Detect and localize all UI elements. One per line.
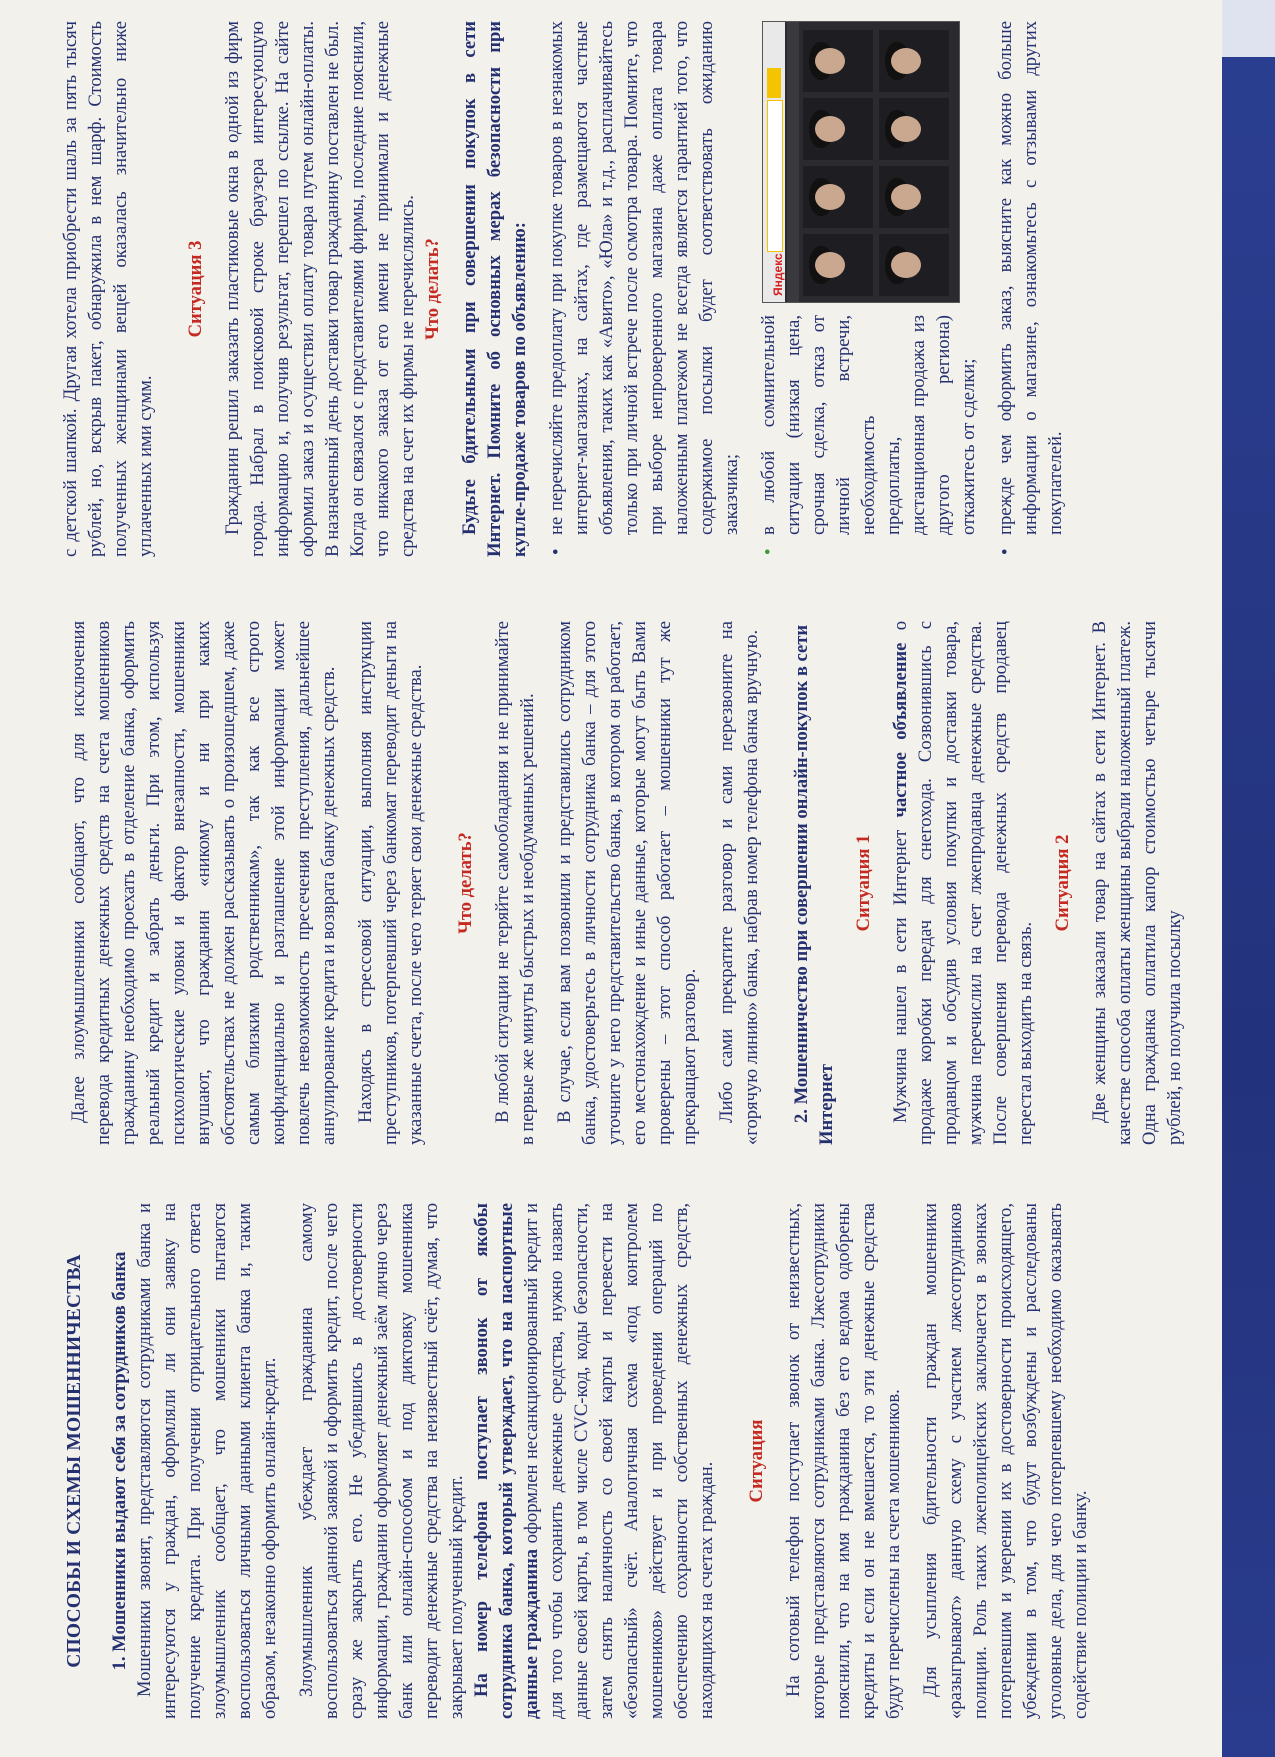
section-2-title: 2. Мошенничество при совершении онлайн-покупок в сети Интернет bbox=[791, 624, 837, 1145]
bold-phrase: частное объявление bbox=[890, 642, 911, 818]
paragraph: Две женщины заказали товар на сайтах в сети Интернет. В качестве способа оплаты женщины выбрали наложенный платеж. Одна гражданка оплатила капор стоимостью четыре тысячи рублей, но получила посылку bbox=[1089, 621, 1185, 1145]
list-item bbox=[993, 21, 1068, 557]
situation-title: Ситуация bbox=[746, 1419, 767, 1503]
paragraph: Гражданин решил заказать пластиковые окна в одной из фирм города. Набрал в поисковой строке браузера интересующую информацию и, получив результат, перешел по ссылке. На сайте оформил заказ и осуществил оплату товара путем онлайн-оплаты. В назначенный день доставки товар гражданину поставлен не был. Когда он связался с представителями фирмы, последние пояснили, что никакого заказа от его имени не принимали и денежные средства на счет их фирмы не перечислялись. bbox=[222, 21, 418, 557]
safety-list-continued bbox=[756, 21, 981, 557]
bold-lead: На номер телефона поступает звонок от якобы сотрудника банка, который утверждает, что на паспортные данные гражданина bbox=[471, 1203, 542, 1719]
section-1-title: 1. Мошенники выдают себя за сотрудников банка bbox=[109, 1251, 130, 1671]
what-to-do-title: Что делать? bbox=[455, 832, 476, 934]
situation-2-title: Ситуация 2 bbox=[1052, 834, 1073, 932]
situation-3-title: Ситуация 3 bbox=[185, 240, 206, 338]
paragraph: Злоумышленник убеждает гражданина самому воспользоваться данной заявкой и оформить кредит, после чего сразу же закрыть его. Не убедившись в достоверности информации, гражданин оформляет денежный заём лично через банк или онлайн-способом и под диктовку мошенника переводит денежные средства на неизвестный счёт, думая, что закрывает полученный кредит. bbox=[296, 1203, 467, 1719]
search-engine-logo: Яндекс bbox=[771, 253, 785, 296]
bullet-icon: • bbox=[995, 548, 1016, 555]
paragraph-with-bold bbox=[888, 621, 1038, 1145]
safety-warning-bold: Будьте бдительными при совершении покупок в сети Интернет. Помните об основных мерах безопасности при купле-продаже товаров по объявлению: bbox=[459, 21, 530, 557]
list-item-text: прежде чем оформить заказ, выясните как можно больше информации о магазине, ознакомьтесь с отзывами других покупателей. bbox=[995, 21, 1066, 535]
main-heading: СПОСОБЫ И СХЕМЫ МОШЕННИЧЕСТВА bbox=[64, 1254, 85, 1668]
list-item-text: в любой сомнительной ситуации (низкая цена, срочная сделка, отказ от личной встречи, необходимость предоплаты, дистанционная продажа из другого региона) откажитесь от сделки; bbox=[758, 315, 979, 535]
panel-online-purchases bbox=[0, 7, 1275, 579]
paragraph: В случае, если вам позвонили и представились сотрудником банка, удостоверьтесь в личности сотрудника банка – для этого уточните у него представительство банка, в котором он работает, его местонахождение и иные данные, которые могут быть Вами проверены – этот способ работает – мошенники тут же прекращают разговор. bbox=[554, 621, 700, 1145]
paragraph: Либо сами прекратите разговор и сами перезвоните на «горячую линию» банка, набрав номер телефона банка вручную. bbox=[716, 621, 762, 1145]
situation-1-title: Ситуация 1 bbox=[853, 834, 874, 932]
paragraph: Находясь в стрессовой ситуации, выполняя инструкции преступников, потерпевший через банкомат переводит деньги на указанные счета, после чего теряет свои денежные средства. bbox=[355, 621, 426, 1145]
paragraph: На сотовый телефон поступает звонок от неизвестных, которые представляются сотрудниками банка. Лжесотрудники пояснили, что на имя гражданина без его ведома одобрены кредиты и если он не вмешается, то эти денежные средства будут перечислены на счета мошенников. bbox=[783, 1203, 904, 1719]
paragraph: Для усыпления бдительности граждан мошенники «разыгрывают» данную схему с участием лжесотрудников полиции. Роль таких лжеполицейских заключается в звонках потерпевшим и уверении их в достоверности происходящего, убеждении в том, что будут возбуждены и расследованы уголовные дела, для чего потерпевшему необходимо оказывать содействие полиции и банку. bbox=[920, 1203, 1091, 1719]
list-item-text: не перечисляйте предоплату при покупке товаров в незнакомых интернет-магазинах, на сайтах, где размещаются частные объявления, таких как «Авито», «Юла» и т.д., расплачивайтесь только при личной встрече после осмотра товара. Помните, что при выборе непроверенного магазина даже оплата товара наложенным платежом не всегда является гарантией того, что содержимое посылки будет соответствовать ожиданию заказчика; bbox=[546, 21, 742, 535]
paragraph: В любой ситуации не теряйте самообладания и не принимайте в первые же минуты быстрых и необдуманных решений. bbox=[492, 621, 538, 1145]
what-to-do-title: Что делать? bbox=[422, 238, 443, 340]
paragraph-rest: о продаже коробки передач для снегохода. Созвонившись с продавцом и обсудив условия покупки и доставки товара, мужчина перечислил на счет лжепродавца денежные средства. После совершения перевода денежных средств продавец перестал выходить на связь. bbox=[890, 621, 1036, 1145]
paragraph: с детской шапкой. Другая хотела приобрести шаль за пять тысяч рублей, но, вскрыв пакет, обнаружила в нем шарф. Стоимость полученных женщинами вещей оказалась значительно ниже уплаченных ими сумм. bbox=[60, 21, 156, 557]
paragraph-rest: оформлен несанкционированный кредит и для того чтобы сохранить денежные средства, нужно назвать данные своей карты, в том числе CVC-код, коды безопасности, затем снять наличность со своей карты и перевести на «безопасный» счёт. Аналогичная схема «под контролем мошенников» действует и при проведении операций по обеспечению сохранности собственных денежных средств, находящихся на счетах граждан. bbox=[521, 1203, 717, 1719]
panel-what-to-do bbox=[0, 603, 1275, 1163]
blue-footer-band bbox=[1222, 0, 1275, 1757]
bullet-icon: • bbox=[546, 548, 567, 555]
list-item bbox=[756, 21, 981, 557]
safety-list bbox=[544, 21, 744, 557]
footer-band-edge bbox=[1222, 0, 1275, 57]
paragraph: Далее злоумышленники сообщают, что для исключения перевода кредитных денежных средств на счета мошенников гражданину необходимо проехать в отделение банка, оформить реальный кредит и забрать деньги. При этом, используя психологические уловки и фактор внезапности, мошенники внушают, что гражданин «никому и ни при каких обстоятельствах не должен рассказывать о произошедшем, даже самым близким родственникам», так как все строго конфиденциально и разглашение этой информации может повлечь невозможность пресечения преступления, дальнейшее аннулирование кредита и возврата банку денежных средств. bbox=[68, 621, 339, 1145]
paragraph: Мошенники звонят, представляются сотрудниками банка и интересуются у граждан, оформляли ли они заявку на получение кредита. При получении отрицательного ответа злоумышленник сообщает, что мошенники пытаются воспользоваться личными данными клиента банка и, таким образом, незаконно оформить онлайн-кредит. bbox=[134, 1203, 280, 1719]
bullet-icon: • bbox=[758, 548, 779, 555]
safety-list-final bbox=[993, 21, 1068, 557]
panel-fraud-schemes bbox=[0, 1187, 1275, 1747]
safety-warning bbox=[457, 21, 532, 557]
paragraph-start: Мужчина нашел в сети Интернет bbox=[890, 817, 911, 1123]
paragraph-bold-lead bbox=[469, 1203, 719, 1719]
list-item bbox=[544, 21, 744, 557]
